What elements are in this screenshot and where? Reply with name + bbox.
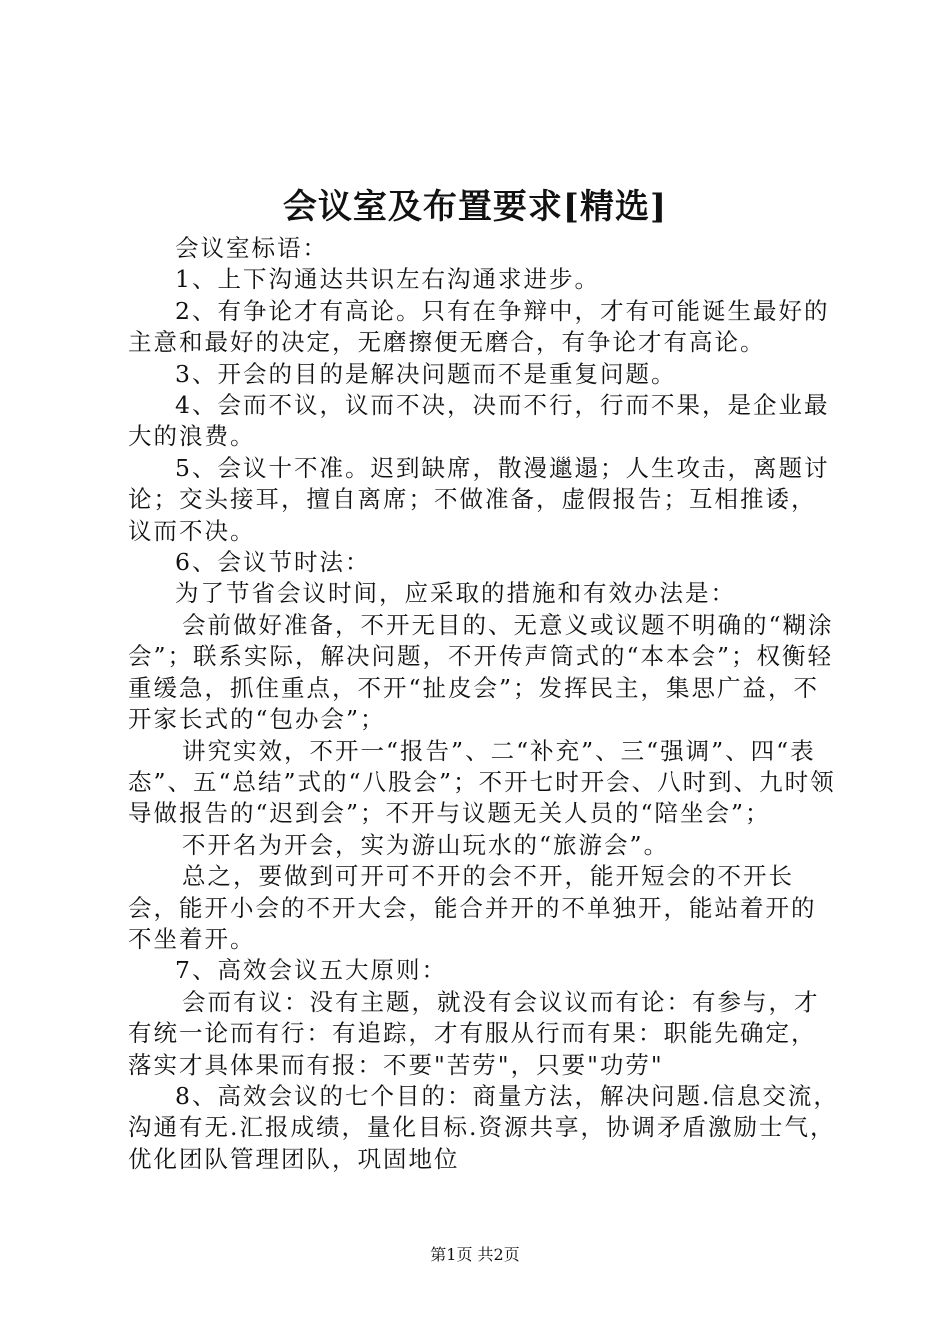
paragraph-summary: 总之，要做到可开可不开的会不开，能开短会的不开长会，能开小会的不开大会，能合并开的不单独开，能站着开的不坐着开。: [128, 862, 817, 953]
paragraph-no-travel-meeting: 不开名为开会，实为游山玩水的“旅游会”。: [182, 830, 670, 859]
paragraph-item-7: 7、高效会议五大原则：: [175, 956, 447, 985]
paragraph-effectiveness: 讲究实效，不开一“报告”、二“补充”、三“强调”、四“表态”、五“总结”式的“八股会”；不开七时开会、八时到、九时领导做报告的“迟到会”；不开与议题无关人员的“陪坐会”；: [128, 736, 836, 828]
paragraph-item-5: 5、会议十不准。迟到缺席，散漫邋遢；人生攻击，离题讨论；交头接耳，擅自离席；不做准备，虚假报告；互相推诿，议而不决。: [128, 453, 830, 545]
paragraph-item-6: 6、会议节时法：: [175, 548, 371, 577]
paragraph-five-principles: 会而有议：没有主题，就没有会议议而有论：有参与，才有统一论而有行：有追踪，才有服从行而有果：职能先确定，落实才具体果而有报：不要"苦劳"，只要"功劳": [128, 987, 820, 1079]
document-body: [128, 233, 840, 1175]
document-title: 会议室及布置要求[精选]: [282, 187, 668, 227]
paragraph-item-1: 1、上下沟通达共识左右沟通求进步。: [175, 265, 600, 294]
paragraph-item-4: 4、会而不议，议而不决，决而不行，行而不果，是企业最大的浪费。: [128, 391, 830, 451]
paragraph-time-saving-intro: 为了节省会议时间，应采取的措施和有效办法是：: [175, 579, 736, 608]
paragraph-item-3: 3、开会的目的是解决问题而不是重复问题。: [175, 359, 677, 388]
paragraph-preparation: 会前做好准备，不开无目的、无意义或议题不明确的“糊涂会”；联系实际，解决问题，不开传声筒式的“本本会”；权衡轻重缓急，抓住重点，不开“扯皮会”；发挥民主，集思广益，不开家长式的“包办会”；: [128, 610, 834, 734]
paragraph-slogan-heading: 会议室标语：: [175, 234, 328, 262]
paragraph-item-8: 8、高效会议的七个目的：商量方法，解决问题.信息交流，沟通有无.汇报成绩，量化目标.资源共享，协调矛盾激励士气，优化团队管理团队，巩固地位: [128, 1081, 839, 1173]
paragraph-item-2: 2、有争论才有高论。只有在争辩中，才有可能诞生最好的主意和最好的决定，无磨擦便无磨合，有争论才有高论。: [128, 296, 830, 357]
page-footer: 第1页 共2页: [430, 1245, 520, 1264]
